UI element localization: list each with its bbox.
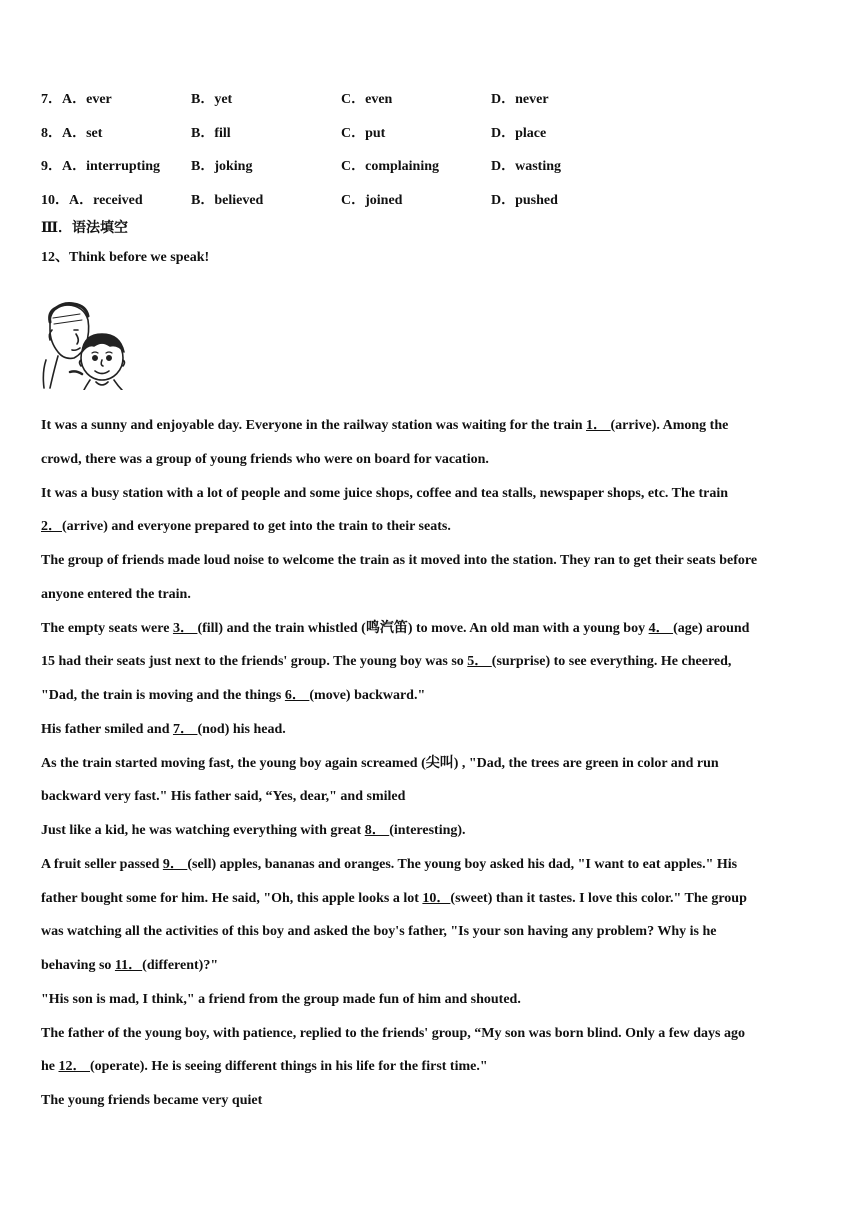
passage-text: crowd, there was a group of young friends who were on board for vacation. [41,451,489,467]
passage-line [41,786,831,820]
blank-number[interactable]: 8． [364,823,390,838]
passage-text: (nod) his head. [197,721,286,737]
passage-text: father bought some for him. He said, "Oh, this apple looks a lot [41,890,423,906]
option-a: A．received [69,193,143,209]
option-c: C．complaining [341,159,440,175]
passage-text: Just like a kid, he was watching everything with great [41,823,365,838]
passage-line [41,449,831,483]
blank-number[interactable]: 7． [172,721,198,737]
passage-line [41,719,831,753]
option-d: D．wasting [491,159,562,175]
choice-a [41,190,143,212]
option-c: C．even [341,92,393,107]
option-b: B．fill [191,125,231,141]
passage-text: (different)?" [142,958,219,973]
passage-text: (fill) and the train whistled (鸣汽笛) to move. An old man with a young boy [197,620,649,636]
choice-a [41,156,160,178]
passage-text: It was a busy station with a lot of people and some juice shops, coffee and tea stalls, newspaper shops, etc. The train [41,485,729,501]
passage-text: The father of the young boy, with patience, replied to the friends' group, “My son was born blind. Only a few days ago [41,1025,745,1041]
passage-line [41,955,831,989]
passage-text: As the train started moving fast, the young boy again screamed (尖叫) , "Dad, the trees are green in color and run [41,755,719,771]
passage-text: (surprise) to see everything. He cheered, [491,654,732,670]
passage-text: "Dad, the train is moving and the things [41,688,285,703]
passage-line [41,989,831,1023]
question-number: 8． [41,125,62,141]
passage-line [41,483,831,517]
passage-text: (move) backward." [309,688,426,703]
choice-row-9 [41,156,601,190]
passage-text: was watching all the activities of this boy and asked the boy's father, "Is your son having any problem? Why is he [41,924,717,940]
passage-text: backward very fast." His father said, “Yes, dear," and smiled [41,789,406,805]
blank-number[interactable]: 9． [162,856,188,872]
option-c: C．joined [341,193,403,209]
passage-line [41,820,831,854]
option-d: D．place [491,125,547,141]
passage-line [41,685,831,719]
multiple-choice-options [41,89,601,224]
passage-line [41,584,831,618]
choice-row-8 [41,123,601,157]
option-a: A．ever [62,92,112,107]
passage-text: he [41,1059,59,1075]
passage-line [41,1023,831,1057]
blank-number[interactable]: 10． [422,890,451,906]
option-a: A．set [62,125,103,141]
passage-line [41,888,831,922]
passage-line [41,550,831,584]
passage-line [41,618,831,652]
blank-number[interactable]: 4． [648,620,674,636]
passage-text: The empty seats were [41,620,173,636]
passage-text: (arrive). Among the [610,418,729,433]
choice-a [41,123,102,145]
passage [41,415,831,1124]
passage-line [41,415,831,449]
section-heading: Ⅲ．语法填空 [41,221,129,236]
passage-line [41,921,831,955]
passage-line [41,1056,831,1090]
passage-text: (age) around [673,620,750,636]
passage-line [41,854,831,888]
passage-text: The young friends became very quiet [41,1093,263,1108]
passage-text: anyone entered the train. [41,586,191,602]
blank-number[interactable]: 6． [284,688,310,703]
option-b: B．yet [191,92,233,107]
passage-line [41,516,831,550]
option-d: D．pushed [491,193,558,209]
passage-text: The group of friends made loud noise to welcome the train as it moved into the station. They ran to get their seats before [41,553,758,568]
passage-text: 15 had their seats just next to the friends' group. The young boy was so [41,654,468,670]
passage-line [41,1090,831,1124]
passage-text: A fruit seller passed [41,856,163,872]
passage-text: behaving so [41,958,115,973]
passage-text: It was a sunny and enjoyable day. Everyone in the railway station was waiting for the train [41,418,587,433]
passage-text: "His son is mad, I think," a friend from the group made fun of him and shouted. [41,991,521,1007]
passage-text: (sell) apples, bananas and oranges. The young boy asked his dad, "I want to eat apples." His [187,856,738,872]
passage-line [41,753,831,787]
question-number: 7． [41,92,62,107]
passage-text: (interesting). [389,823,466,838]
blank-number[interactable]: 5． [467,654,492,670]
passage-text: (arrive) and everyone prepared to get into the train to their seats. [62,519,451,535]
question-number: 9． [41,159,62,175]
option-c: C．put [341,125,386,141]
passage-text: (operate). He is seeing different things in his life for the first time." [90,1059,488,1075]
option-b: B．joking [191,159,253,175]
choice-a [41,89,112,111]
passage-line [41,651,831,685]
blank-number[interactable]: 12． [58,1059,90,1075]
passage-text: His father smiled and [41,721,173,737]
father-and-son-sketch-icon [40,300,134,390]
option-b: B．believed [191,193,264,209]
passage-text: (sweet) than it tastes. I love this color." The group [450,890,747,906]
blank-number[interactable]: 11． [114,958,143,973]
blank-number[interactable]: 2． [41,519,62,535]
choice-row-7 [41,89,601,123]
blank-number[interactable]: 1． [586,418,611,433]
blank-number[interactable]: 3． [172,620,198,636]
question-number: 10． [41,193,69,209]
question-title: 12、Think before we speak! [41,250,210,265]
option-a: A．interrupting [62,159,160,175]
option-d: D．never [491,92,549,107]
